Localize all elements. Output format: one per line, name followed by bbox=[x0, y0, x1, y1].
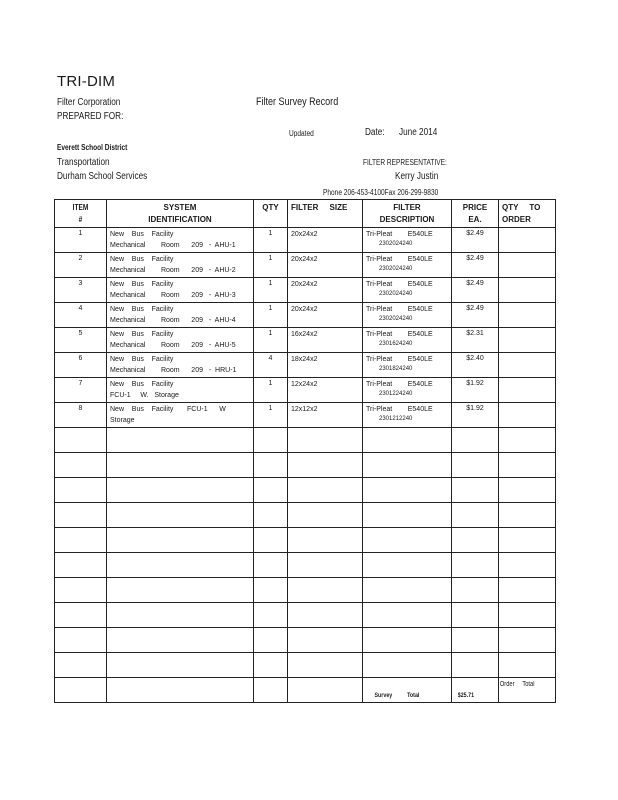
table-header-row bbox=[55, 200, 556, 228]
empty-row bbox=[55, 603, 556, 628]
qty-to-order[interactable] bbox=[499, 303, 556, 328]
filter-size: 12x24x2 bbox=[288, 378, 363, 403]
filter-description: Tri-Pleat E540LE 2302024240 bbox=[363, 228, 452, 253]
table-row bbox=[55, 278, 556, 303]
empty-row bbox=[55, 578, 556, 603]
price-each: $2.49 bbox=[452, 253, 499, 278]
qty-to-order[interactable] bbox=[499, 403, 556, 428]
empty-row bbox=[55, 478, 556, 503]
company-name: Filter Corporation bbox=[57, 97, 121, 108]
qty: 1 bbox=[254, 253, 288, 278]
system-identification: New Bus Facility Mechanical Room 209 - AHU-1 bbox=[107, 228, 254, 253]
item-number: 1 bbox=[55, 228, 107, 253]
price-each: $2.49 bbox=[452, 278, 499, 303]
system-identification: New Bus Facility FCU-1 W. Storage bbox=[107, 378, 254, 403]
filter-survey-table bbox=[54, 199, 556, 703]
price-each: $1.92 bbox=[452, 403, 499, 428]
filter-size: 16x24x2 bbox=[288, 328, 363, 353]
qty-to-order[interactable] bbox=[499, 353, 556, 378]
system-identification: New Bus Facility Mechanical Room 209 - AHU-4 bbox=[107, 303, 254, 328]
empty-row bbox=[55, 653, 556, 678]
price-each: $2.31 bbox=[452, 328, 499, 353]
system-identification: New Bus Facility FCU-1 W Storage bbox=[107, 403, 254, 428]
price-each: $2.49 bbox=[452, 228, 499, 253]
system-identification: New Bus Facility Mechanical Room 209 - AHU-2 bbox=[107, 253, 254, 278]
rep-name: Kerry Justin bbox=[395, 171, 439, 182]
empty-row bbox=[55, 503, 556, 528]
filter-description: Tri-Pleat E540LE 2302024240 bbox=[363, 253, 452, 278]
item-number: 5 bbox=[55, 328, 107, 353]
table-row bbox=[55, 403, 556, 428]
col-header-filter-description: FILTER DESCRIPTION bbox=[363, 200, 452, 228]
table-row bbox=[55, 378, 556, 403]
table-row bbox=[55, 303, 556, 328]
order-total[interactable]: Order Total bbox=[499, 678, 556, 703]
date-value: June 2014 bbox=[399, 127, 438, 138]
filter-size: 12x12x2 bbox=[288, 403, 363, 428]
filter-description: Tri-Pleat E540LE 2301824240 bbox=[363, 353, 452, 378]
empty-row bbox=[55, 628, 556, 653]
filter-size: 20x24x2 bbox=[288, 253, 363, 278]
qty-to-order[interactable] bbox=[499, 253, 556, 278]
customer-contractor: Durham School Services bbox=[57, 171, 148, 182]
qty-to-order[interactable] bbox=[499, 328, 556, 353]
qty: 1 bbox=[254, 403, 288, 428]
qty: 1 bbox=[254, 328, 288, 353]
empty-row bbox=[55, 428, 556, 453]
system-identification: New Bus Facility Mechanical Room 209 - AHU-3 bbox=[107, 278, 254, 303]
price-each: $2.49 bbox=[452, 303, 499, 328]
col-header-system: SYSTEM IDENTIFICATION bbox=[107, 200, 254, 228]
updated-label: Updated bbox=[289, 129, 314, 138]
qty-to-order[interactable] bbox=[499, 228, 556, 253]
qty: 1 bbox=[254, 378, 288, 403]
filter-description: Tri-Pleat E540LE 2301224240 bbox=[363, 378, 452, 403]
empty-row bbox=[55, 453, 556, 478]
col-header-qty: QTY bbox=[254, 200, 288, 228]
col-header-price: PRICE EA. bbox=[452, 200, 499, 228]
price-each: $1.92 bbox=[452, 378, 499, 403]
table-row bbox=[55, 228, 556, 253]
filter-size: 20x24x2 bbox=[288, 303, 363, 328]
table-row bbox=[55, 353, 556, 378]
qty-to-order[interactable] bbox=[499, 278, 556, 303]
qty: 4 bbox=[254, 353, 288, 378]
qty: 1 bbox=[254, 303, 288, 328]
filter-description: Tri-Pleat E540LE 2302024240 bbox=[363, 278, 452, 303]
col-header-qty-to-order: QTY TO ORDER bbox=[499, 200, 556, 228]
survey-total-value: $25.71 bbox=[452, 678, 499, 703]
brand-title: TRI-DIM bbox=[57, 73, 116, 90]
customer-district: Everett School District bbox=[57, 143, 128, 152]
item-number: 3 bbox=[55, 278, 107, 303]
empty-row bbox=[55, 553, 556, 578]
col-header-item: ITEM # bbox=[55, 200, 107, 228]
customer-department: Transportation bbox=[57, 157, 110, 168]
qty: 1 bbox=[254, 228, 288, 253]
filter-description: Tri-Pleat E540LE 2302024240 bbox=[363, 303, 452, 328]
totals-row bbox=[55, 678, 556, 703]
filter-description: Tri-Pleat E540LE 2301624240 bbox=[363, 328, 452, 353]
item-number: 7 bbox=[55, 378, 107, 403]
item-number: 6 bbox=[55, 353, 107, 378]
table-row bbox=[55, 328, 556, 353]
filter-size: 20x24x2 bbox=[288, 228, 363, 253]
item-number: 8 bbox=[55, 403, 107, 428]
filter-description: Tri-Pleat E540LE 2301212240 bbox=[363, 403, 452, 428]
empty-row bbox=[55, 528, 556, 553]
survey-total-label: Survey Total bbox=[363, 678, 452, 703]
date-label: Date: bbox=[365, 127, 385, 138]
price-each: $2.40 bbox=[452, 353, 499, 378]
item-number: 2 bbox=[55, 253, 107, 278]
item-number: 4 bbox=[55, 303, 107, 328]
col-header-filter-size: FILTER SIZE bbox=[288, 200, 363, 228]
filter-size: 18x24x2 bbox=[288, 353, 363, 378]
form-title: Filter Survey Record bbox=[256, 96, 339, 108]
system-identification: New Bus Facility Mechanical Room 209 - HRU-1 bbox=[107, 353, 254, 378]
qty-to-order[interactable] bbox=[499, 378, 556, 403]
rep-label: FILTER REPRESENTATIVE: bbox=[363, 158, 447, 167]
prepared-for-label: PREPARED FOR: bbox=[57, 111, 124, 122]
phone-fax-line: Phone 206-453-4100Fax 206-299-9830 bbox=[323, 188, 439, 197]
qty: 1 bbox=[254, 278, 288, 303]
table-row bbox=[55, 253, 556, 278]
system-identification: New Bus Facility Mechanical Room 209 - AHU-5 bbox=[107, 328, 254, 353]
filter-size: 20x24x2 bbox=[288, 278, 363, 303]
